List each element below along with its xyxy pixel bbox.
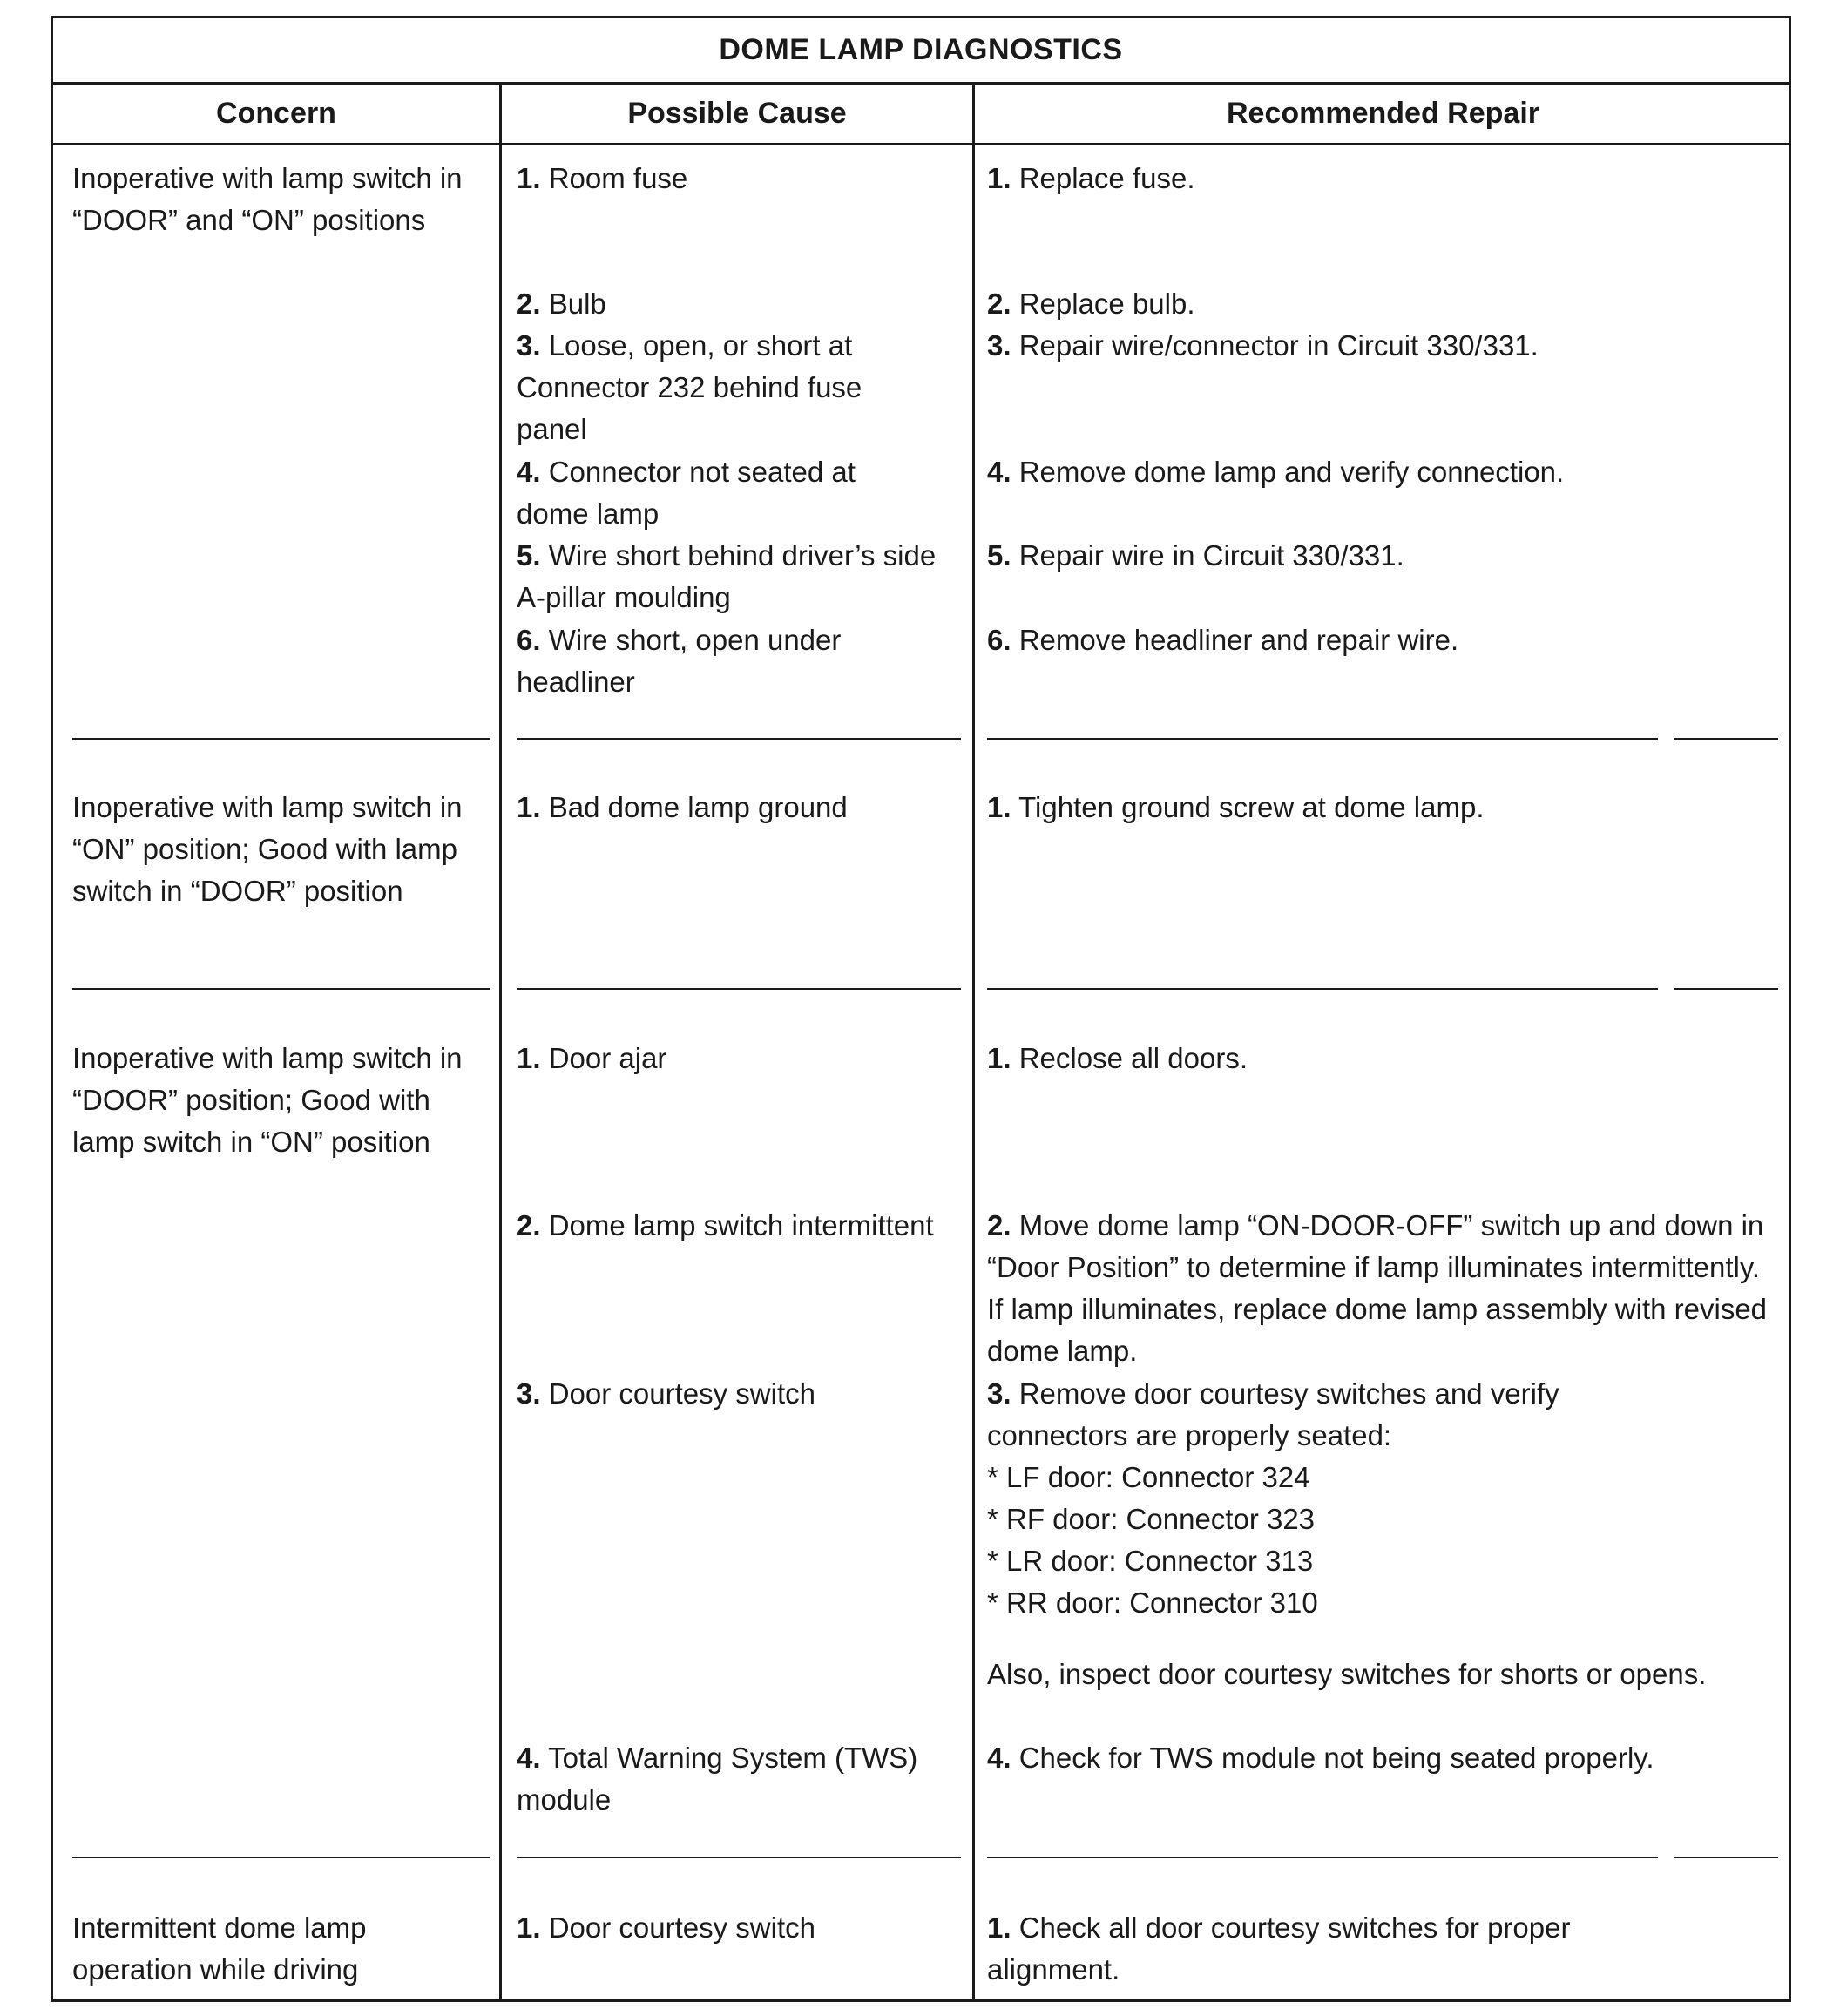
header-row xyxy=(53,85,1789,145)
header-possible-cause: Possible Cause xyxy=(627,97,847,130)
repair-item xyxy=(987,787,1771,829)
row-separator xyxy=(1674,1857,1778,1858)
concern-text: Inoperative with lamp switch in “ON” position; Good with lamp switch in “DOOR” position xyxy=(72,791,463,907)
row-separator xyxy=(987,738,1658,740)
repair-text: Remove dome lamp and verify connection. xyxy=(1018,456,1565,488)
repair-item xyxy=(987,1373,1701,1457)
repair-text: Remove door courtesy switches and verify connectors are properly seated: xyxy=(987,1377,1559,1451)
repair-item xyxy=(987,1907,1701,1991)
cause-text: Loose, open, or short at Connector 232 behind fuse panel xyxy=(517,329,862,445)
repair-item xyxy=(987,1205,1771,1372)
row-separator xyxy=(517,1857,961,1858)
item-number: 5. xyxy=(987,539,1011,572)
row-separator xyxy=(987,1857,1658,1858)
repair-sub-item: * RR door: Connector 310 xyxy=(987,1586,1318,1619)
item-number: 2. xyxy=(517,288,541,320)
item-number: 4. xyxy=(517,1742,541,1774)
cause-text: Door courtesy switch xyxy=(548,1377,815,1410)
cause-item xyxy=(517,1907,961,1949)
header-recommended-repair: Recommended Repair xyxy=(1227,97,1539,130)
cause-item xyxy=(517,283,961,325)
repair-item xyxy=(987,619,1771,661)
repair-text: Reclose all doors. xyxy=(1018,1042,1248,1074)
repair-text: Check all door courtesy switches for proper alignment. xyxy=(987,1911,1571,1986)
cause-item xyxy=(517,325,926,450)
repair-sub-item: * RF door: Connector 323 xyxy=(987,1503,1316,1535)
item-number: 3. xyxy=(987,1377,1011,1410)
repair-text: Check for TWS module not being seated properly. xyxy=(1018,1742,1654,1774)
repair-item xyxy=(987,535,1771,577)
repair-text: Tighten ground screw at dome lamp. xyxy=(1018,791,1485,823)
cause-item xyxy=(517,158,961,200)
repair-text: Repair wire in Circuit 330/331. xyxy=(1018,539,1404,572)
item-number: 2. xyxy=(517,1209,541,1241)
item-number: 2. xyxy=(987,288,1011,320)
concern-text: Intermittent dome lamp operation while driving xyxy=(72,1911,367,1986)
cause-item xyxy=(517,1737,961,1821)
diagnostics-table xyxy=(51,16,1791,2002)
item-number: 1. xyxy=(517,791,541,823)
item-number: 1. xyxy=(517,1042,541,1074)
item-number: 6. xyxy=(987,624,1011,656)
item-number: 1. xyxy=(517,162,541,194)
cause-item xyxy=(517,535,952,619)
repair-text: Repair wire/connector in Circuit 330/331. xyxy=(1018,329,1539,362)
cause-text: Connector not seated at dome lamp xyxy=(517,456,856,530)
cause-text: Total Warning System (TWS) module xyxy=(517,1742,918,1816)
cause-item xyxy=(517,1373,961,1415)
repair-item xyxy=(987,325,1771,367)
item-number: 4. xyxy=(517,456,541,488)
cause-text: Door courtesy switch xyxy=(548,1911,815,1944)
item-number: 1. xyxy=(987,791,1011,823)
row-separator xyxy=(1674,988,1778,990)
table-title: DOME LAMP DIAGNOSTICS xyxy=(53,18,1789,85)
item-number: 3. xyxy=(517,329,541,362)
concern-text: Inoperative with lamp switch in “DOOR” position; Good with lamp switch in “ON” position xyxy=(72,1042,463,1158)
row-separator xyxy=(517,738,961,740)
concern-text: Inoperative with lamp switch in “DOOR” and “ON” positions xyxy=(72,162,463,236)
item-number: 4. xyxy=(987,456,1011,488)
item-number: 1. xyxy=(987,1042,1011,1074)
item-number: 1. xyxy=(987,1911,1011,1944)
cause-text: Bad dome lamp ground xyxy=(548,791,848,823)
item-number: 5. xyxy=(517,539,541,572)
repair-item xyxy=(987,283,1771,325)
row-separator xyxy=(987,988,1658,990)
cause-item xyxy=(517,1205,952,1247)
repair-note: Also, inspect door courtesy switches for shorts or opens. xyxy=(987,1658,1707,1690)
item-number: 2. xyxy=(987,1209,1011,1241)
row-separator xyxy=(72,988,490,990)
row-separator xyxy=(517,988,961,990)
repair-text: Replace fuse. xyxy=(1018,162,1195,194)
cause-item xyxy=(517,451,926,535)
item-number: 3. xyxy=(987,329,1011,362)
repair-text: Move dome lamp “ON-DOOR-OFF” switch up and down in “Door Position” to determine if lamp illuminates intermittently. If lamp illuminates, replace dome lamp assembly with revised dome lamp. xyxy=(987,1209,1768,1367)
item-number: 4. xyxy=(987,1742,1011,1774)
repair-sub-item: * LR door: Connector 313 xyxy=(987,1545,1314,1577)
item-number: 3. xyxy=(517,1377,541,1410)
column-divider xyxy=(499,85,502,1999)
cause-text: Room fuse xyxy=(548,162,688,194)
cause-text: Wire short behind driver’s side A-pillar moulding xyxy=(517,539,937,613)
repair-item xyxy=(987,1038,1771,1079)
repair-item xyxy=(987,158,1771,200)
item-number: 1. xyxy=(517,1911,541,1944)
cause-text: Bulb xyxy=(548,288,606,320)
repair-item xyxy=(987,451,1771,493)
cause-text: Wire short, open under headliner xyxy=(517,624,842,698)
repair-text: Replace bulb. xyxy=(1018,288,1195,320)
row-separator xyxy=(72,1857,490,1858)
item-number: 1. xyxy=(987,162,1011,194)
cause-item xyxy=(517,1038,961,1079)
cause-item xyxy=(517,619,926,703)
column-divider xyxy=(972,85,975,1999)
cause-text: Dome lamp switch intermittent xyxy=(548,1209,934,1241)
cause-text: Door ajar xyxy=(548,1042,667,1074)
repair-item xyxy=(987,1737,1789,1779)
row-separator xyxy=(1674,738,1778,740)
repair-text: Remove headliner and repair wire. xyxy=(1018,624,1459,656)
row-separator xyxy=(72,738,490,740)
header-concern: Concern xyxy=(216,97,336,130)
cause-item xyxy=(517,787,961,829)
item-number: 6. xyxy=(517,624,541,656)
repair-sub-item: * LF door: Connector 324 xyxy=(987,1461,1310,1493)
